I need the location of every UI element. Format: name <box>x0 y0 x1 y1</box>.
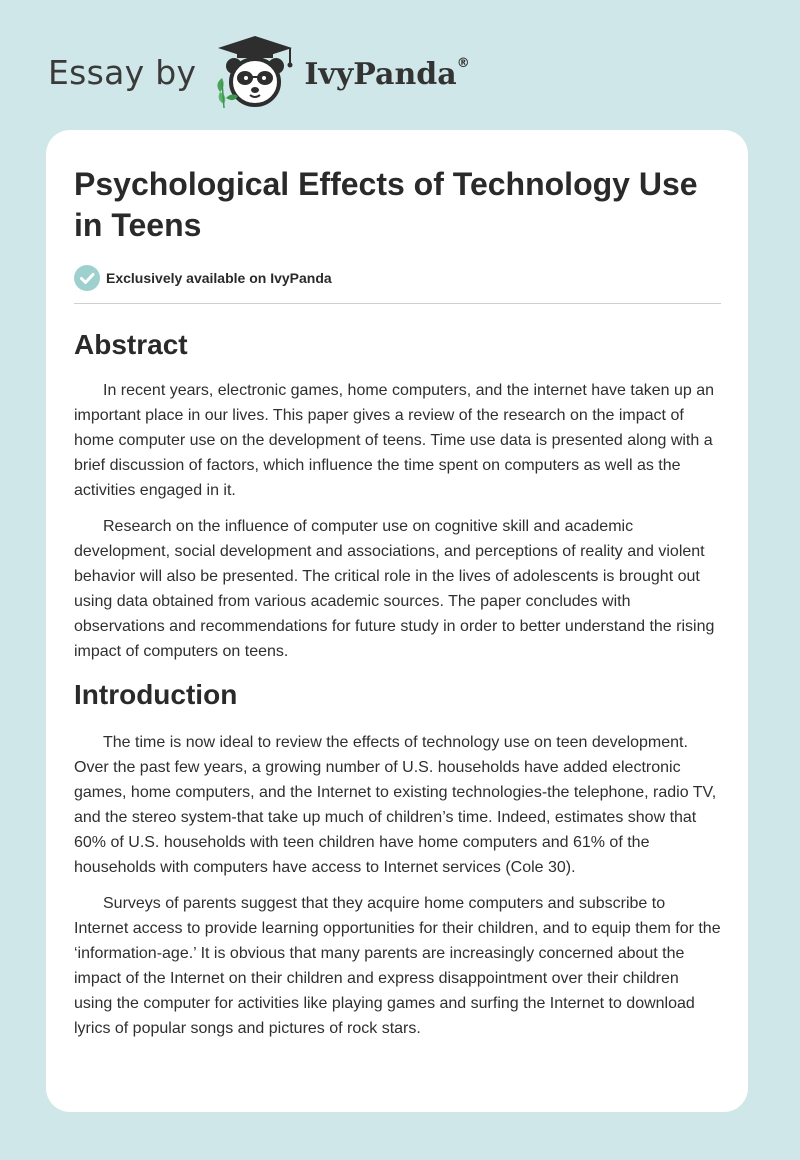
section-heading-introduction: Introduction <box>74 679 238 710</box>
essay-title: Psychological Effects of Technology Use in Teens <box>74 166 698 243</box>
panda-logo-icon[interactable] <box>210 34 300 110</box>
section-heading-abstract: Abstract <box>74 329 188 360</box>
exclusive-badge-text: Exclusively available on IvyPanda <box>106 270 332 286</box>
site-header <box>48 34 470 110</box>
paragraph: In recent years, electronic games, home computers, and the internet have taken up an important place in our lives. This paper gives a review of the research on the impact of home computer use on the development of teens. Time use data is presented along with a brief discussion of factors, which influence the time spent on computers as well as the activities engaged in it. <box>74 382 715 499</box>
essay-card <box>46 130 748 1112</box>
brand-name[interactable] <box>304 57 469 92</box>
registered-mark: ® <box>456 55 470 71</box>
check-circle-icon <box>74 265 100 291</box>
paragraph: Research on the influence of computer use on cognitive skill and academic development, social development and associations, and perceptions of reality and violent behavior will also be presented. The critical role in the lives of adolescents is brought out using data obtained from various academic sources. The paper concludes with observations and recommendations for future study in order to better understand the rising impact of computers on teens. <box>74 518 715 660</box>
exclusive-badge <box>74 264 721 292</box>
divider <box>74 303 721 304</box>
paragraph: The time is now ideal to review the effects of technology use on teen development. Over the past few years, a growing number of U.S. households have added electronic games, home computers, and the Internet to existing technologies-the telephone, radio TV, and the stereo system-that take up much of children’s time. Indeed, estimates show that 60% of U.S. households with teen children have home computers and 61% of the households with computers have access to Internet services (Cole 30). <box>74 734 717 876</box>
brand-name-text: IvyPanda <box>304 56 457 92</box>
paragraph: Surveys of parents suggest that they acquire home computers and subscribe to Internet access to provide learning opportunities for their children, and to equip them for the ‘information-age.’ It is obvious that many parents are increasingly concerned about the impact of the Internet on their children and express disappointment over their children using the computer for activities like playing games and surfing the Internet to download lyrics of popular songs and pictures of rock stars. <box>74 895 721 1037</box>
essay-by-label: Essay by <box>48 52 197 92</box>
